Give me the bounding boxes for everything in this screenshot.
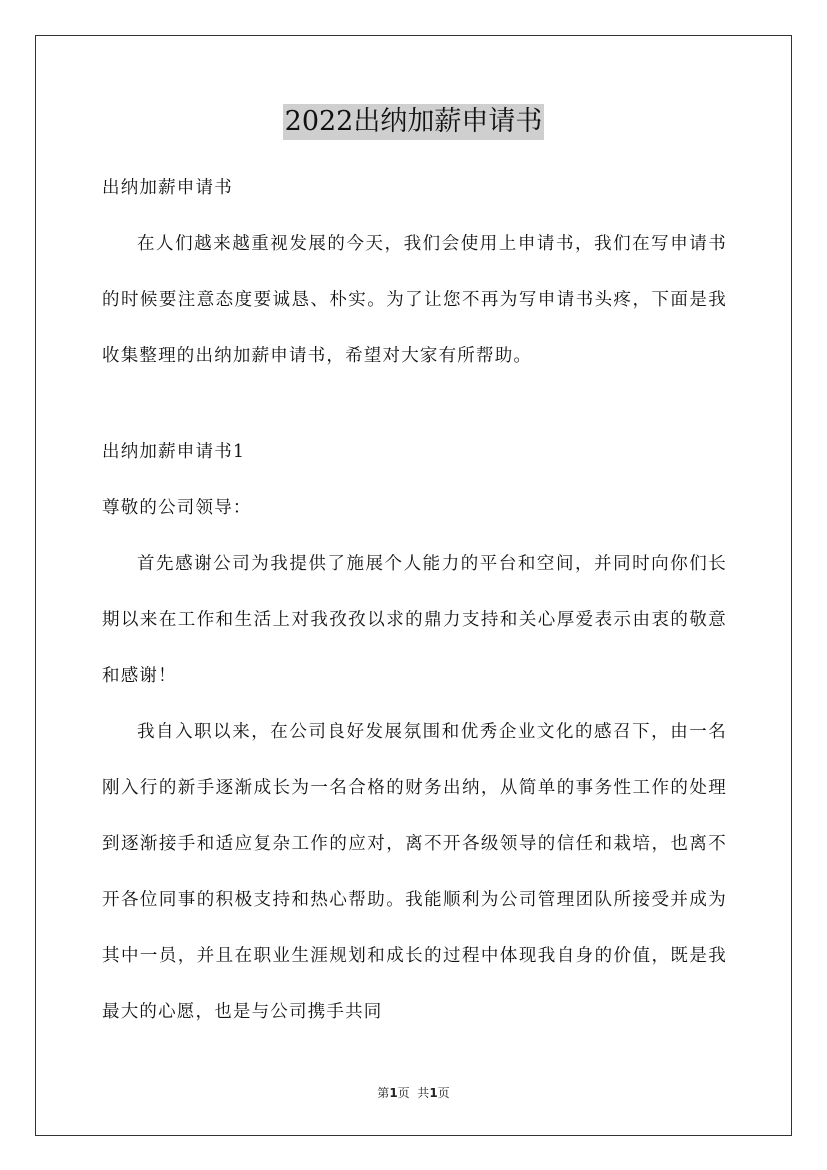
document-title: 2022出纳加薪申请书 bbox=[283, 104, 545, 140]
footer-page-prefix: 第 bbox=[377, 1086, 390, 1100]
section-spacer bbox=[102, 399, 727, 439]
footer-page-suffix: 页 bbox=[437, 1086, 450, 1100]
document-body bbox=[102, 175, 727, 1055]
page-footer bbox=[0, 1084, 827, 1101]
section-heading: 出纳加薪申请书1 bbox=[102, 442, 246, 462]
footer-page-mid: 页 共 bbox=[397, 1086, 430, 1100]
salutation: 尊敬的公司领导： bbox=[102, 498, 252, 518]
body-paragraph-2: 我自入职以来，在公司良好发展氛围和优秀企业文化的感召下，由一名刚入行的新手逐渐成长为一名合格的财务出纳，从简单的事务性工作的处理到逐渐接手和适应复杂工作的应对，离不开各级领导的信任和栽培，也离不开各位同事的积极支持和热心帮助。我能顺利为公司管理团队所接受并成为其中一员，并且在职业生涯规划和成长的过程中体现我自身的价值，既是我最大的心愿，也是与公司携手共同 bbox=[102, 722, 727, 1022]
body-paragraph-1: 首先感谢公司为我提供了施展个人能力的平台和空间，并同时向你们长期以来在工作和生活上对我孜孜以求的鼎力支持和关心厚爱表示由衷的敬意和感谢！ bbox=[102, 554, 727, 686]
intro-paragraph: 在人们越来越重视发展的今天，我们会使用上申请书，我们在写申请书的时候要注意态度要诚恳、朴实。为了让您不再为写申请书头疼，下面是我收集整理的出纳加薪申请书，希望对大家有所帮助。 bbox=[102, 234, 727, 366]
footer-page-current: 1 bbox=[389, 1086, 398, 1100]
footer-page-total: 1 bbox=[429, 1086, 438, 1100]
intro-heading: 出纳加薪申请书 bbox=[102, 178, 233, 198]
title-container bbox=[0, 104, 827, 140]
